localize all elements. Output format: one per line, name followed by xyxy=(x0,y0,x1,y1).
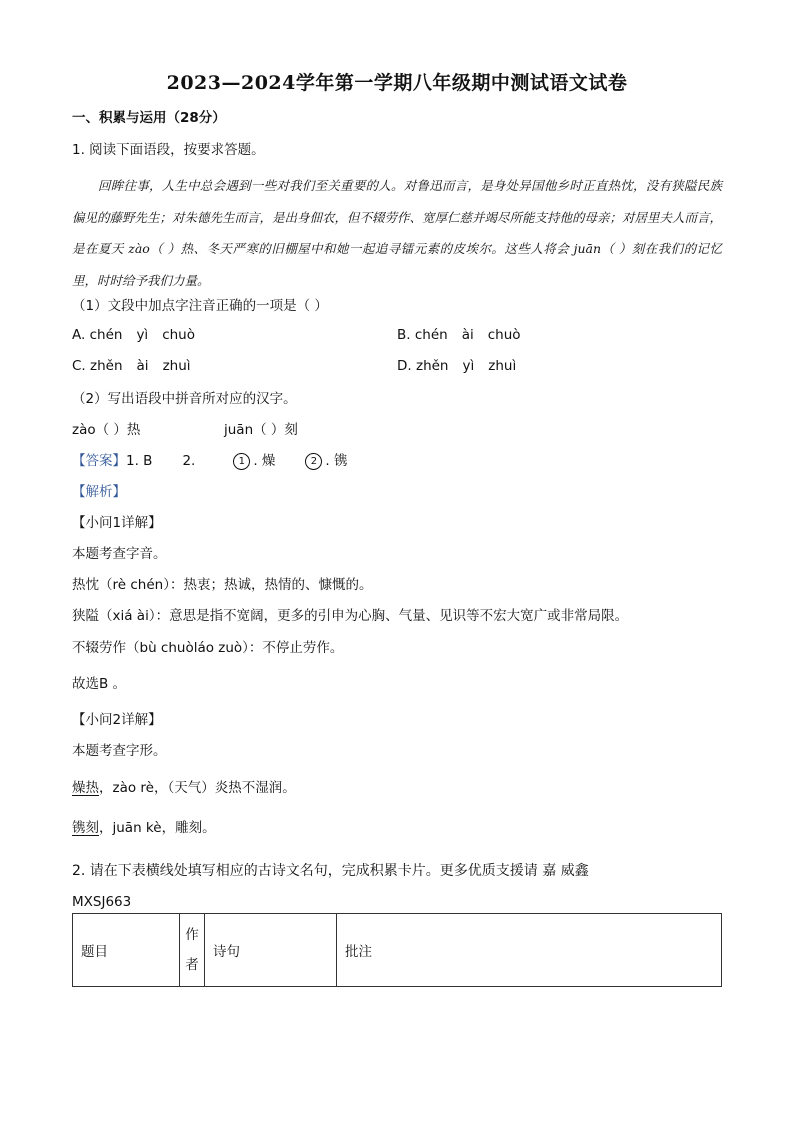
pinyin-blank-juan: juān（ ）刻 xyxy=(224,422,298,438)
subquestion-2: （2）写出语段中拼音所对应的汉字。 xyxy=(72,391,297,407)
detail-1-line-1: 热忱（rè chén）：热衷；热诚，热情的、慷慨的。 xyxy=(72,577,373,593)
circled-number-1: 1 xyxy=(233,453,250,470)
pinyin-blank-zao: zào（ ）热 xyxy=(72,422,141,438)
answer-2: 2. xyxy=(182,453,196,469)
detail-1-line-2: 狭隘（xiá ài）：意思是指不宽阔，更多的引申为心胸、气量、见识等不宏大宽广或非常局限。 xyxy=(72,608,629,624)
question-2-stem-continued: MXSJ663 xyxy=(72,894,132,910)
header-title: 题目 xyxy=(73,914,180,987)
header-author: 作者 xyxy=(180,914,205,987)
question-2-stem: 2. 请在下表横线处填写相应的古诗文名句，完成积累卡片。更多优质支援请 嘉 威鑫 xyxy=(72,863,589,879)
detail-1-label: 【小问1详解】 xyxy=(72,515,162,531)
detail-2-line-1: 燥热，zào rè，（天气）炎热不湿润。 xyxy=(72,780,296,796)
circled-number-2: 2 xyxy=(305,453,322,470)
answer-label: 【答案】 xyxy=(72,453,126,469)
section-heading: 一、积累与运用（28分） xyxy=(72,110,226,126)
detail-2-intro: 本题考查字形。 xyxy=(72,743,167,759)
detail-1-conclusion: 故选B 。 xyxy=(72,676,127,692)
subquestion-1: （1）文段中加点字注音正确的一项是（ ） xyxy=(72,298,328,314)
page-title: 2023—2024学年第一学期八年级期中测试语文试卷 xyxy=(166,72,628,94)
question-1-stem: 1. 阅读下面语段，按要求答题。 xyxy=(72,142,265,158)
option-c: C. zhěn ài zhuì xyxy=(72,358,191,374)
detail-2-line-2: 镌刻，juān kè，雕刻。 xyxy=(72,820,216,836)
option-b: B. chén ài chuò xyxy=(397,327,521,343)
analysis-label: 【解析】 xyxy=(72,484,126,500)
detail-1-line-3: 不辍劳作（bù chuòláo zuò）：不停止劳作。 xyxy=(72,640,344,656)
table-header-row xyxy=(73,914,722,987)
option-a: A. chén yì chuò xyxy=(72,327,195,343)
detail-2-label: 【小问2详解】 xyxy=(72,712,162,728)
option-d: D. zhěn yì zhuì xyxy=(397,358,517,374)
header-verse: 诗句 xyxy=(205,914,337,987)
answer-line: 【答案】1. B 2. 1 . 燥 2 . 镌 xyxy=(72,453,348,469)
accumulation-card-table xyxy=(72,913,722,987)
detail-1-intro: 本题考查字音。 xyxy=(72,546,167,562)
header-note: 批注 xyxy=(337,914,722,987)
answer-1: 1. B xyxy=(126,453,153,469)
reading-passage xyxy=(72,170,722,296)
passage-text: 回眸往事，人生中总会遇到一些对我们至关重要的人。对鲁迅而言，是身处异国他乡时正直热忱，没有狭隘民族偏见的藤野先生；对朱德先生而言，是出身佃农，但不辍劳作、宽厚仁慈并竭尽所能支持他的母亲；对居里夫人而言，是在夏天 zào（ ）热、冬天严寒的旧棚屋中和她一起追寻镭元素的皮埃尔。这些人将会 juān（ ）刻在我们的记忆里，时时给予我们力量。 xyxy=(72,178,723,288)
